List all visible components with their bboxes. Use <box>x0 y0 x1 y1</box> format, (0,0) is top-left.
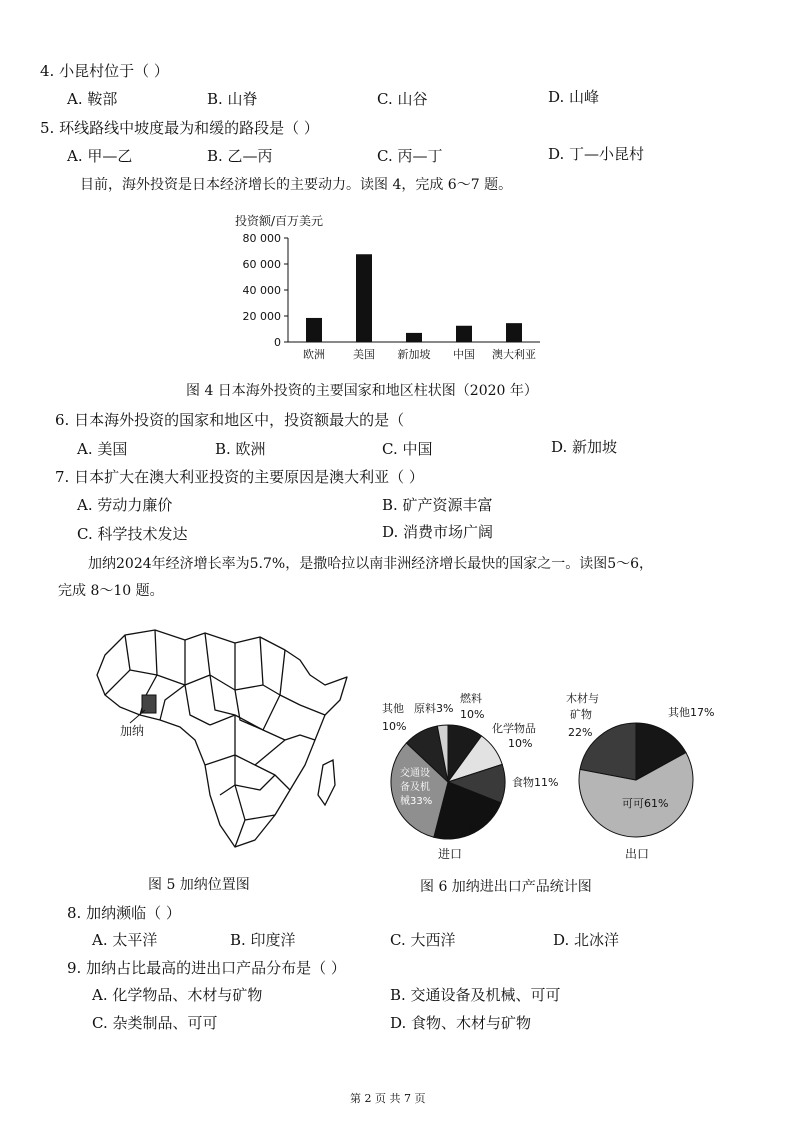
y-tick-label: 80 000 <box>242 232 281 245</box>
import-fuel-pct: 10% <box>460 708 485 721</box>
bar-新加坡 <box>406 333 422 342</box>
export-other-label: 其他17% <box>668 706 715 719</box>
bar-美国 <box>356 254 372 342</box>
chart-ylabel: 投资额/百万美元 <box>235 214 324 228</box>
q9-option-a: A. 化学物品、木材与矿物 <box>92 986 263 1004</box>
import-raw-label: 原料3% <box>414 702 454 715</box>
q8-option-b: B. 印度洋 <box>230 931 296 949</box>
q6-option-c: C. 中国 <box>382 440 433 458</box>
q5-option-a: A. 甲—乙 <box>67 147 133 165</box>
fig5-caption: 图 5 加纳位置图 <box>148 877 250 893</box>
x-tick-label: 美国 <box>353 348 375 361</box>
export-title: 出口 <box>625 847 650 861</box>
import-other-name: 其他 <box>382 702 404 715</box>
fig6-caption: 图 6 加纳进出口产品统计图 <box>420 879 592 895</box>
q8-option-c: C. 大西洋 <box>390 931 456 949</box>
q8-stem: 8. 加纳濒临（ ） <box>67 904 181 922</box>
import-title: 进口 <box>438 847 463 861</box>
y-tick-label: 60 000 <box>242 258 281 271</box>
import-chem-name: 化学物品 <box>492 722 536 735</box>
x-tick-label: 澳大利亚 <box>492 348 536 361</box>
import-chem-pct: 10% <box>508 737 533 750</box>
x-tick-label: 新加坡 <box>397 348 431 361</box>
intro-8-10-line2: 完成 8～10 题。 <box>58 583 164 599</box>
q7-option-d: D. 消费市场广阔 <box>382 523 494 541</box>
y-tick-label: 0 <box>274 336 281 349</box>
fig4-bar-chart <box>220 205 550 365</box>
page-footer: 第 2 页 共 7 页 <box>350 1092 426 1105</box>
y-tick-label: 40 000 <box>242 284 281 297</box>
fig5-africa-map <box>85 615 365 860</box>
x-tick-label: 欧洲 <box>303 348 325 361</box>
q9-option-d: D. 食物、木材与矿物 <box>390 1014 532 1032</box>
q9-stem: 9. 加纳占比最高的进出口产品分布是（ ） <box>67 959 346 977</box>
ghana-label: 加纳 <box>120 724 145 738</box>
x-tick-label: 中国 <box>453 348 475 361</box>
intro-6-7: 目前，海外投资是日本经济增长的主要动力。读图 4，完成 6～7 题。 <box>80 177 513 193</box>
q4-stem: 4. 小昆村位于（ ） <box>40 62 169 80</box>
export-wood-name-2: 矿物 <box>570 708 592 721</box>
export-wood-name-1: 木材与 <box>566 692 599 705</box>
import-fuel-name: 燃料 <box>460 692 482 705</box>
q5-option-c: C. 丙—丁 <box>377 147 443 165</box>
q7-option-a: A. 劳动力廉价 <box>77 496 173 514</box>
madagascar <box>318 760 335 805</box>
q5-stem: 5. 环线路线中坡度最为和缓的路段是（ ） <box>40 119 319 137</box>
bar-欧洲 <box>306 318 322 342</box>
intro-8-10-line1: 加纳2024年经济增长率为5.7%，是撒哈拉以南非洲经济增长最快的国家之一。读图5～6， <box>88 556 654 572</box>
q6-option-d: D. 新加坡 <box>551 438 618 456</box>
bar-澳大利亚 <box>506 323 522 342</box>
export-wood-pct: 22% <box>568 726 593 739</box>
q8-option-d: D. 北冰洋 <box>553 931 620 949</box>
q5-option-d: D. 丁—小昆村 <box>548 145 645 163</box>
import-other-pct: 10% <box>382 720 407 733</box>
q4-option-d: D. 山峰 <box>548 88 600 106</box>
import-transport-label-1: 交通设 <box>400 768 430 779</box>
q4-option-a: A. 鞍部 <box>67 90 118 108</box>
q6-option-a: A. 美国 <box>77 440 128 458</box>
fig4-caption: 图 4 日本海外投资的主要国家和地区柱状图（2020 年） <box>186 383 538 399</box>
import-food-label: 食物11% <box>512 776 559 789</box>
q6-stem: 6. 日本海外投资的国家和地区中，投资额最大的是（ <box>55 411 405 429</box>
q7-option-c: C. 科学技术发达 <box>77 525 188 543</box>
export-cocoa-label: 可可61% <box>622 797 669 810</box>
q8-option-a: A. 太平洋 <box>92 931 158 949</box>
q9-option-b: B. 交通设备及机械、可可 <box>390 986 561 1004</box>
q7-option-b: B. 矿产资源丰富 <box>382 496 493 514</box>
import-transport-label-3: 械33% <box>400 796 433 807</box>
q4-option-c: C. 山谷 <box>377 90 428 108</box>
import-manuf-pct: % <box>466 824 476 835</box>
q7-stem: 7. 日本扩大在澳大利亚投资的主要原因是澳大利亚（ ） <box>55 468 424 486</box>
q5-option-b: B. 乙—丙 <box>207 147 273 165</box>
q9-option-c: C. 杂类制品、可可 <box>92 1014 218 1032</box>
bar-中国 <box>456 326 472 342</box>
q4-option-b: B. 山脊 <box>207 90 258 108</box>
import-transport-label-2: 备及机 <box>400 782 430 793</box>
y-tick-label: 20 000 <box>242 310 281 323</box>
q6-option-b: B. 欧洲 <box>215 440 266 458</box>
country-borders <box>105 630 325 847</box>
fig6-pies <box>370 680 730 865</box>
